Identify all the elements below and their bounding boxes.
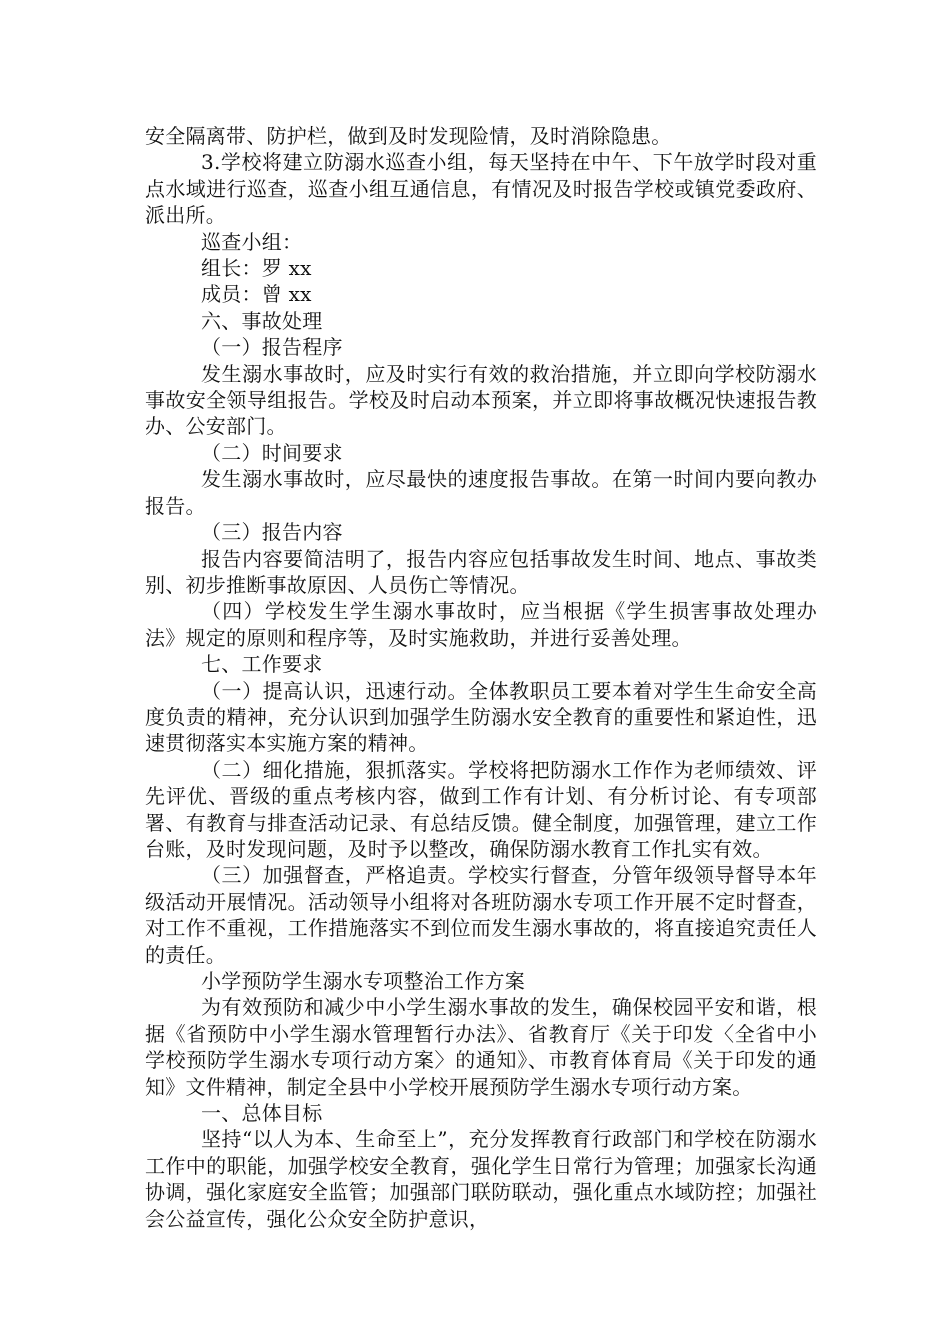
paragraph-5: 成员：曾 xx [201, 282, 312, 307]
paragraph-8: 发生溺水事故时，应及时实行有效的救治措施，并立即向学校防溺水事故安全领导组报告。学校及时启动本预案，并立即将事故概况快速报告教办、公安部门。 [145, 361, 817, 439]
paragraph-10: 发生溺水事故时，应尽最快的速度报告事故。在第一时间内要向教办报告。 [145, 467, 817, 518]
document-title-2: 小学预防学生溺水专项整治工作方案 [201, 969, 525, 993]
subheading-report-content: （三）报告内容 [201, 520, 343, 545]
section-heading-6: 六、事故处理 [201, 308, 323, 333]
paragraph-17: （三）加强督查，严格追责。学校实行督查，分管年级领导督导本年级活动开展情况。活动领导小组将对各班防溺水专项工作开展不定时督查，对工作不重视，工作措施落实不到位而发生溺水事故的，将直接追究责任人的责任。 [145, 863, 817, 967]
subheading-report-procedure: （一）报告程序 [201, 335, 343, 360]
paragraph-1: 安全隔离带、防护栏，做到及时发现险情，及时消除隐患。 [145, 124, 672, 148]
section-heading-7: 七、工作要求 [201, 652, 323, 677]
paragraph-2: 3.学校将建立防溺水巡查小组，每天坚持在中午、下午放学时段对重点水域进行巡查，巡查小组互通信息，有情况及时报告学校或镇党委政府、派出所。 [145, 150, 817, 228]
paragraph-21: 坚持“以人为本、生命至上”，充分发挥教育行政部门和学校在防溺水工作中的职能，加强学校安全教育，强化学生日常行为管理；加强家长沟通协调，强化家庭安全监管；加强部门联防联动，强化重点水域防控；加强社会公益宣传，强化公众安全防护意识， [145, 1127, 817, 1231]
paragraph-13: （四）学校发生学生溺水事故时，应当根据《学生损害事故处理办法》规定的原则和程序等，及时实施救助，并进行妥善处理。 [145, 599, 817, 650]
paragraph-16: （二）细化措施，狠抓落实。学校将把防溺水工作作为老师绩效、评先评优、晋级的重点考核内容，做到工作有计划、有分析讨论、有专项部署、有教育与排查活动记录、有总结反馈。健全制度，加强管理，建立工作台账，及时发现问题，及时予以整改，确保防溺水教育工作扎实有效。 [145, 757, 817, 861]
paragraph-19: 为有效预防和减少中小学生溺水事故的发生，确保校园平安和谐，根据《省预防中小学生溺水管理暂行办法》、省教育厅《关于印发〈全省中小学校预防学生溺水专项行动方案〉的通知》、市教育体育局《关于印发的通知》文件精神，制定全县中小学校开展预防学生溺水专项行动方案。 [145, 995, 817, 1099]
paragraph-3: 巡查小组： [201, 229, 303, 254]
paragraph-15: （一）提高认识，迅速行动。全体教职员工要本着对学生生命安全高度负责的精神，充分认识到加强学生防溺水安全教育的重要性和紧迫性，迅速贯彻落实本实施方案的精神。 [145, 678, 817, 756]
subheading-time-requirement: （二）时间要求 [201, 440, 343, 465]
section-heading-goal: 一、总体目标 [201, 1101, 323, 1126]
paragraph-4: 组长：罗 xx [201, 256, 312, 281]
paragraph-12: 报告内容要简洁明了，报告内容应包括事故发生时间、地点、事故类别、初步推断事故原因、人员伤亡等情况。 [145, 546, 817, 597]
document-body [145, 123, 817, 1232]
